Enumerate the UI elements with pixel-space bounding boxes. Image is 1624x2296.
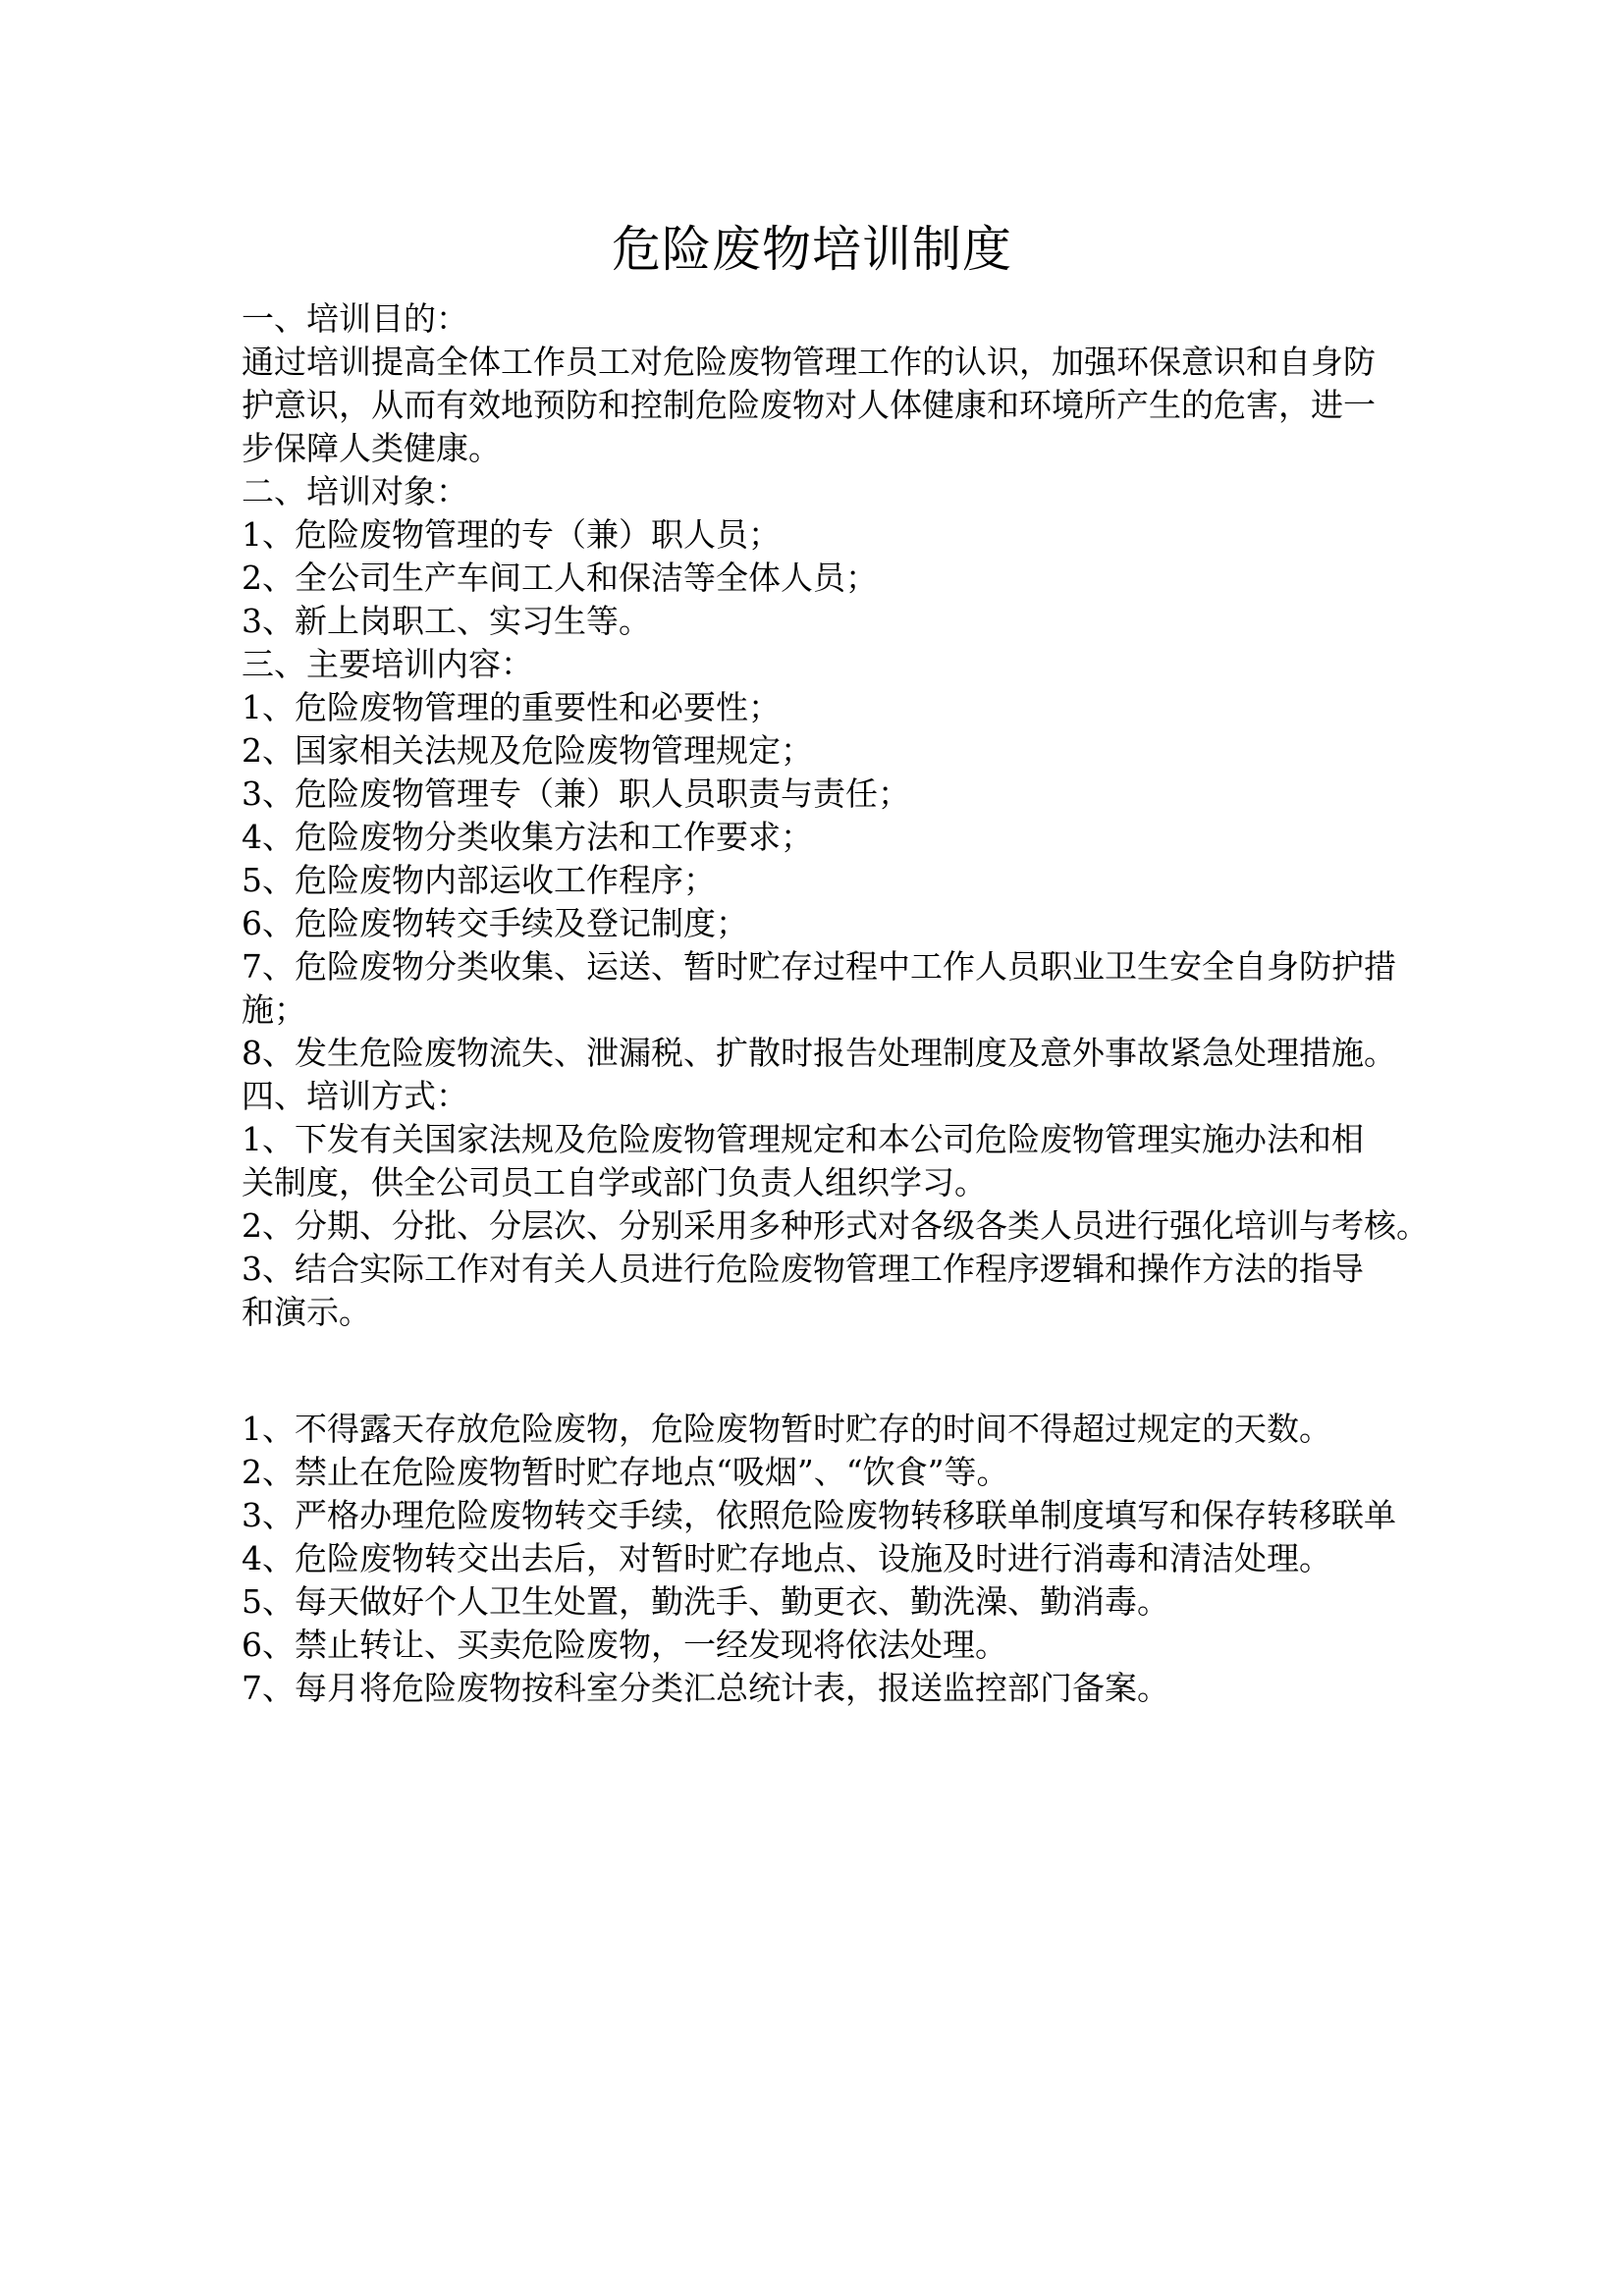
section-heading-purpose: 一、培训目的：	[242, 299, 468, 338]
list-item: 7、危险废物分类收集、运送、暂时贮存过程中工作人员职业卫生安全自身防护措	[242, 947, 1396, 986]
list-item: 3、危险废物管理专（兼）职人员职责与责任；	[242, 774, 910, 813]
rule-item: 3、严格办理危险废物转交手续，依照危险废物转移联单制度填写和保存转移联单	[242, 1496, 1396, 1534]
list-item-continuation: 关制度，供全公司员工自学或部门负责人组织学习。	[242, 1163, 987, 1201]
list-item: 1、危险废物管理的重要性和必要性；	[242, 688, 781, 726]
list-item-continuation: 和演示。	[242, 1293, 371, 1331]
rule-item: 7、每月将危险废物按科室分类汇总统计表，报送监控部门备案。	[242, 1669, 1169, 1707]
list-item: 4、危险废物分类收集方法和工作要求；	[242, 818, 813, 856]
section-heading-content: 三、主要培训内容：	[242, 645, 533, 683]
list-item: 8、发生危险废物流失、泄漏税、扩散时报告处理制度及意外事故紧急处理措施。	[242, 1034, 1396, 1072]
list-item: 3、结合实际工作对有关人员进行危险废物管理工作程序逻辑和操作方法的指导	[242, 1250, 1364, 1288]
list-item: 1、危险废物管理的专（兼）职人员；	[242, 515, 781, 554]
training-section	[242, 297, 1429, 1334]
rule-item: 4、危险废物转交出去后，对暂时贮存地点、设施及时进行消毒和清洁处理。	[242, 1539, 1331, 1577]
rule-item: 6、禁止转让、买卖危险废物，一经发现将依法处理。	[242, 1626, 1007, 1664]
paragraph-line: 通过培训提高全体工作员工对危险废物管理工作的认识，加强环保意识和自身防	[242, 343, 1376, 381]
list-item: 2、分期、分批、分层次、分别采用多种形式对各级各类人员进行强化培训与考核。	[242, 1206, 1429, 1245]
rule-item: 2、禁止在危险废物暂时贮存地点“吸烟”、“饮食”等。	[242, 1453, 1009, 1491]
rule-item: 1、不得露天存放危险废物，危险废物暂时贮存的时间不得超过规定的天数。	[242, 1410, 1331, 1448]
section-heading-methods: 四、培训方式：	[242, 1077, 468, 1115]
paragraph-line: 步保障人类健康。	[242, 429, 501, 467]
paragraph-line: 护意识，从而有效地预防和控制危险废物对人体健康和环境所产生的危害，进一	[242, 386, 1376, 424]
list-item: 1、下发有关国家法规及危险废物管理规定和本公司危险废物管理实施办法和相	[242, 1120, 1364, 1158]
list-item: 3、新上岗职工、实习生等。	[242, 602, 651, 640]
rule-item: 5、每天做好个人卫生处置，勤洗手、勤更衣、勤洗澡、勤消毒。	[242, 1582, 1169, 1621]
list-item-continuation: 施；	[242, 990, 306, 1029]
list-item: 2、全公司生产车间工人和保洁等全体人员；	[242, 559, 878, 597]
list-item: 6、危险废物转交手续及登记制度；	[242, 904, 748, 942]
document-title: 危险废物培训制度	[612, 221, 1012, 278]
list-item: 5、危险废物内部运收工作程序；	[242, 861, 716, 899]
rules-section	[242, 1408, 1400, 1710]
list-item: 2、国家相关法规及危险废物管理规定；	[242, 731, 813, 770]
section-heading-targets: 二、培训对象：	[242, 472, 468, 510]
